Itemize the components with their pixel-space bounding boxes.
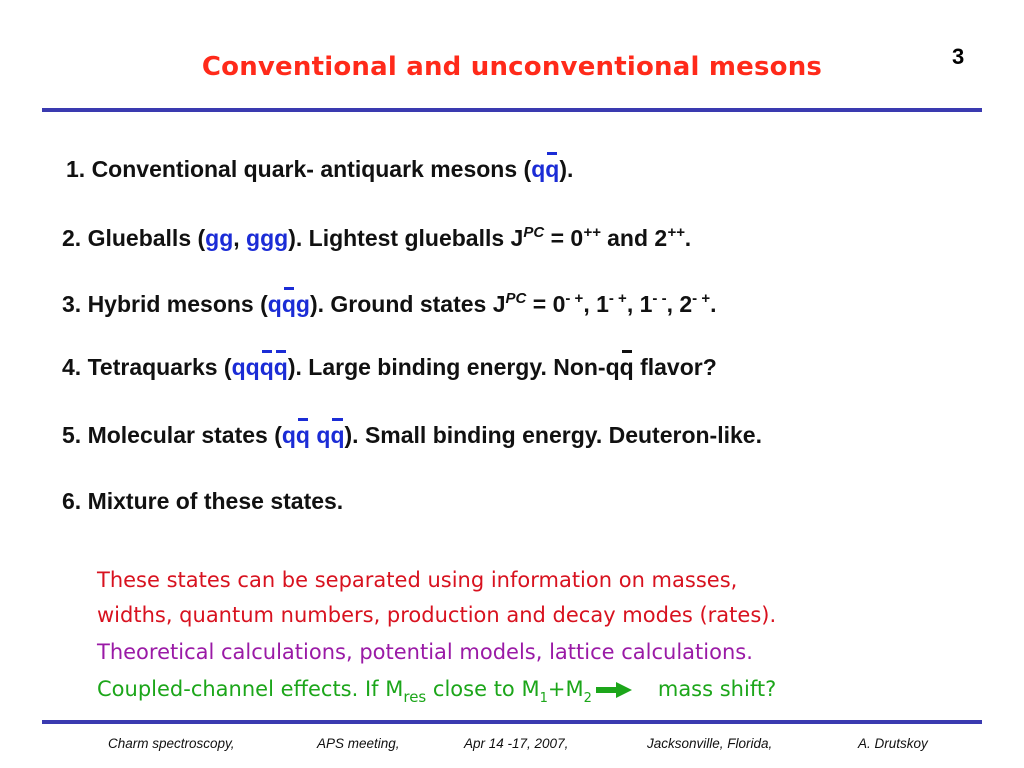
quark-q: q <box>531 156 546 182</box>
item-5-head: 5. Molecular states ( <box>62 422 282 448</box>
molecule-antiq1: q <box>295 422 310 448</box>
top-divider <box>42 108 982 112</box>
item-3-mid: ). Ground states J <box>309 291 506 317</box>
item-2-eq: = 0 <box>544 225 584 251</box>
tetra-antiq1: q <box>259 354 274 380</box>
list-item-4 <box>62 354 717 381</box>
list-item-6: 6. Mixture of these states. <box>62 488 344 514</box>
item-2-head: 2. Glueballs ( <box>62 225 206 251</box>
item-4-mid: ). Large binding energy. Non-q <box>287 354 620 380</box>
note-4-part-b: close to M <box>426 677 540 701</box>
tetra-antiq2: q <box>273 354 288 380</box>
right-arrow-icon <box>596 682 632 698</box>
footer-date: Apr 14 -17, 2007, <box>464 736 569 751</box>
note-line-4 <box>97 677 776 706</box>
antiquark-q: q <box>545 156 560 182</box>
footer-author: A. Drutskoy <box>858 736 928 751</box>
item-4-end: flavor? <box>633 354 717 380</box>
note-line-2: widths, quantum numbers, production and decay modes (rates). <box>97 603 777 627</box>
qn-superscript-1: - + <box>565 290 584 307</box>
plusplus-superscript-1: ++ <box>583 224 601 241</box>
footer-place: Jacksonville, Florida, <box>647 736 773 751</box>
slide-title: Conventional and unconventional mesons <box>201 52 823 82</box>
qn-superscript-2: - + <box>608 290 627 307</box>
qn-superscript-3: - - <box>652 290 667 307</box>
note-line-1: These states can be separated using information on masses, <box>97 568 738 592</box>
qn-superscript-4: - + <box>692 290 711 307</box>
flavor-antiq: q <box>619 354 634 380</box>
item-4-head: 4. Tetraquarks ( <box>62 354 232 380</box>
item-1-text: 1. Conventional quark- antiquark mesons ( <box>66 156 532 182</box>
item-3-c1: , 1 <box>583 291 609 317</box>
molecule-q2: q <box>316 422 331 448</box>
plusplus-superscript-2: ++ <box>667 224 685 241</box>
jpc-superscript: PC <box>523 224 545 241</box>
item-3-c2: , 1 <box>626 291 653 317</box>
note-4-part-d: mass shift? <box>657 677 777 701</box>
jpc-superscript: PC <box>505 290 527 307</box>
tetra-q2: q <box>245 354 260 380</box>
hybrid-g: g <box>295 291 310 317</box>
mres-subscript: res <box>403 688 427 706</box>
item-3-end: . <box>710 291 717 317</box>
hybrid-antiq: q <box>281 291 296 317</box>
list-item-2 <box>62 225 691 252</box>
bottom-divider <box>42 720 982 724</box>
item-3-c3: , 2 <box>666 291 693 317</box>
m1-subscript: 1 <box>539 691 548 706</box>
page-number: 3 <box>952 44 965 69</box>
list-item-1 <box>66 156 573 183</box>
item-1-tail: ). <box>559 156 574 182</box>
item-2-mid: ). Lightest glueballs J <box>288 225 524 251</box>
glueball-gg: gg <box>205 225 234 251</box>
molecule-antiq2: q <box>330 422 345 448</box>
list-item-3 <box>62 291 716 318</box>
note-4-part-a: Coupled-channel effects. If M <box>97 677 404 701</box>
list-item-5 <box>62 422 762 449</box>
hybrid-q: q <box>267 291 282 317</box>
note-line-3: Theoretical calculations, potential models, lattice calculations. <box>97 640 753 664</box>
item-2-and: and 2 <box>600 225 668 251</box>
item-3-head: 3. Hybrid mesons ( <box>62 291 268 317</box>
glueball-ggg: ggg <box>246 225 289 251</box>
m2-subscript: 2 <box>583 691 592 706</box>
footer-event: Charm spectroscopy, <box>108 736 235 751</box>
item-2-comma: , <box>233 225 247 251</box>
tetra-q1: q <box>231 354 246 380</box>
item-3-eq: = 0 <box>526 291 566 317</box>
molecule-q1: q <box>281 422 296 448</box>
note-4-part-c: +M <box>547 677 584 701</box>
footer-meeting: APS meeting, <box>317 736 400 751</box>
item-5-end: ). Small binding energy. Deuteron-like. <box>344 422 762 448</box>
item-2-end: . <box>684 225 692 251</box>
